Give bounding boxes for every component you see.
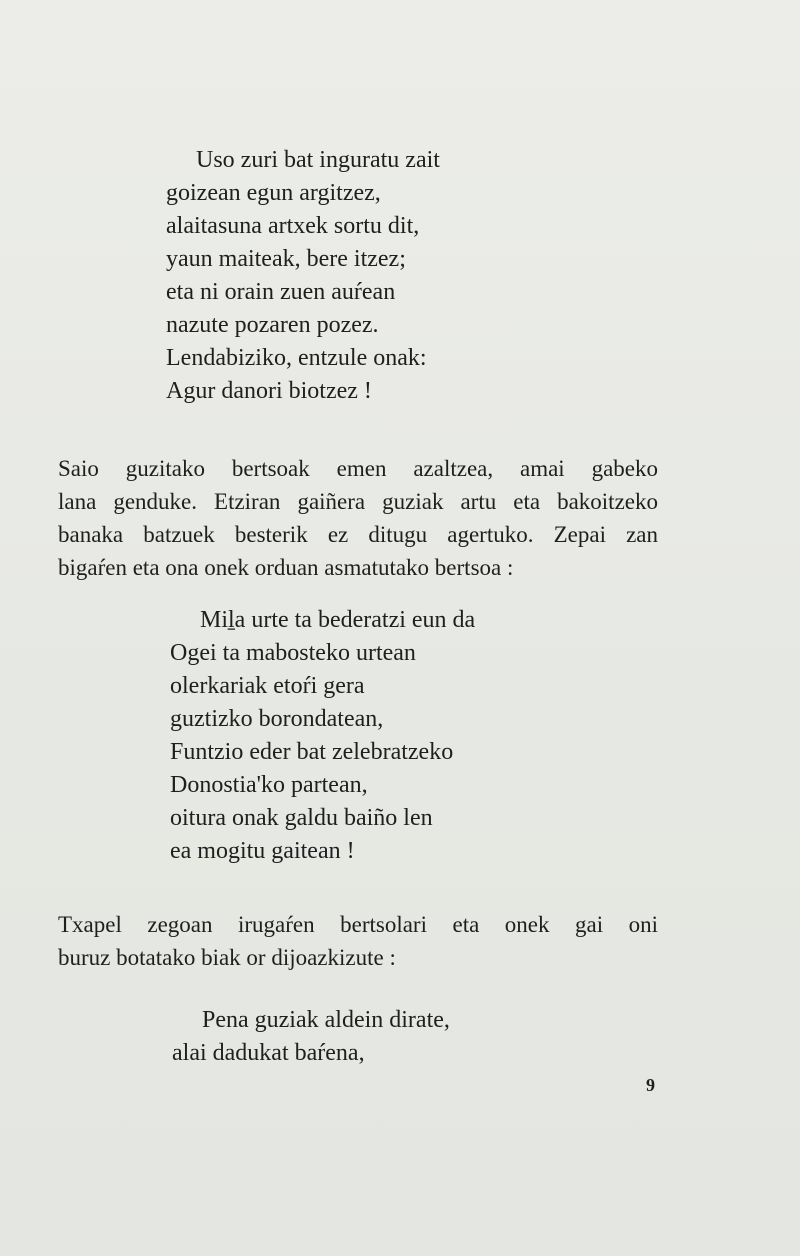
verse-line: goizean egun argitzez, <box>166 180 381 206</box>
verse-stanza-3 <box>172 1004 450 1070</box>
verse-line: alaitasuna artxek sortu dit, <box>166 213 420 239</box>
verse-line: Miḻa urte ta bederatzi eun da <box>200 607 476 633</box>
verse-line: alai dadukat baŕena, <box>172 1040 365 1066</box>
prose-paragraph-1 <box>58 452 658 584</box>
verse-stanza-1 <box>166 144 440 408</box>
verse-line: Pena guziak aldein dirate, <box>202 1007 450 1033</box>
prose-paragraph-2 <box>58 908 658 974</box>
verse-line: ea mogitu gaitean ! <box>170 838 355 864</box>
prose-line: banaka batzuek besterik ez ditugu agertuko. Zepai zan <box>58 522 658 547</box>
verse-line: olerkariak etoŕi gera <box>170 673 365 699</box>
verse-line: Lendabiziko, entzule onak: <box>166 345 427 371</box>
prose-line: Txapel zegoan irugaŕen bertsolari eta onek gai oni <box>58 912 658 937</box>
verse-line: Uso zuri bat inguratu zait <box>196 147 440 173</box>
verse-line: Funtzio eder bat zelebratzeko <box>170 739 454 765</box>
verse-line: oitura onak galdu baiño len <box>170 805 433 831</box>
prose-line: buruz botatako biak or dijoazkizute : <box>58 945 396 970</box>
verse-line: eta ni orain zuen auŕean <box>166 279 396 305</box>
page-number: 9 <box>646 1075 655 1095</box>
verse-line: Agur danori biotzez ! <box>166 378 372 404</box>
prose-line: Saio guzitako bertsoak emen azaltzea, amai gabeko <box>58 456 658 481</box>
verse-line: guztizko borondatean, <box>170 706 384 732</box>
verse-line: Ogei ta mabosteko urtean <box>170 640 416 666</box>
verse-line: nazute pozaren pozez. <box>166 312 379 338</box>
verse-line: Donostia'ko partean, <box>170 772 368 798</box>
prose-line: bigaŕen eta ona onek orduan asmatutako bertsoa : <box>58 555 514 580</box>
verse-stanza-2 <box>170 604 475 868</box>
verse-line: yaun maiteak, bere itzez; <box>166 246 406 272</box>
prose-line: lana genduke. Etziran gaiñera guziak artu eta bakoitzeko <box>58 489 658 514</box>
